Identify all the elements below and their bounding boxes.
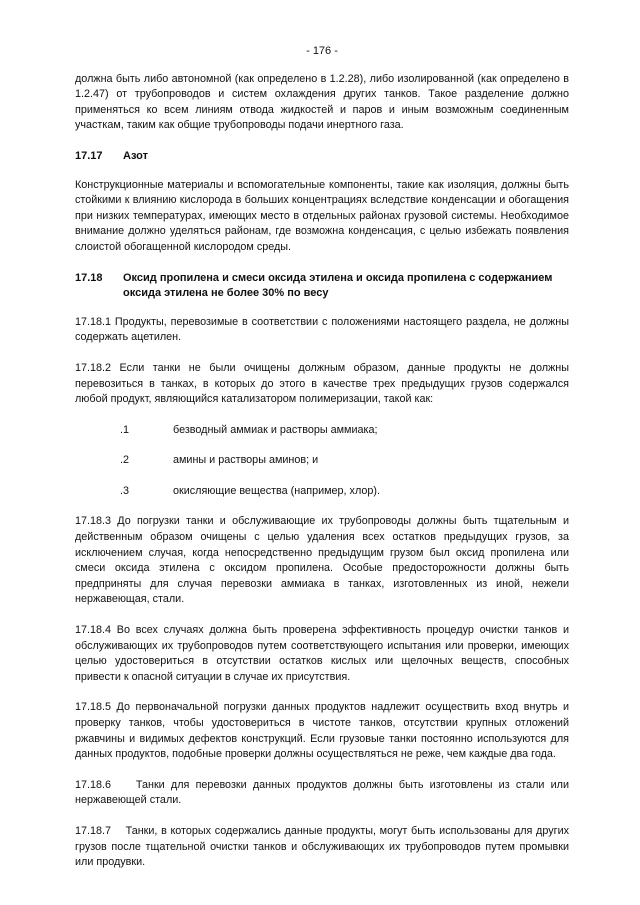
paragraph-17-18-2: 17.18.2 Если танки не были очищены должным образом, данные продукты не должны перевозиться в танках, в которых до этого в качестве трех предыдущих грузов содержался любой продукт, являющийся катализатором полимеризации, такой как: <box>75 361 569 406</box>
paragraph-17-18-7: 17.18.7 Танки, в которых содержались данные продукты, могут быть использованы для других грузов после тщательной очистки танков и обслуживающих их трубопроводов путем промывки или продувки. <box>75 824 572 869</box>
section-title: Азот <box>123 149 148 162</box>
paragraph-17-18-3: 17.18.3 До погрузки танки и обслуживающие их трубопроводы должны быть тщательным и действенным образом очищены с целью удаления всех остатков предыдущих грузов, за исключением случая, когда непосредственно предыдущим грузом был оксид пропилена или смеси оксида этилена с оксидом пропилена. Особые предосторожности должны быть предприняты для случая перевозки аммиака в танках, изготовленных из иной, нежели нержавеющая, стали. <box>75 515 569 606</box>
list-item-number: .3 <box>120 484 130 497</box>
paragraph-17-18-4: 17.18.4 Во всех случаях должна быть проверена эффективность процедур очистки танков и обслуживающих их трубопроводов путем соответствующего испытания или проверки, имеющих целью удостовериться в отсутствии остатков кислых или щелочных веществ, способных привести к опасной ситуации в случае их присутствия. <box>75 624 569 683</box>
list-item-text: безводный аммиак и растворы аммиака; <box>173 423 378 436</box>
page-number: - 176 - <box>306 45 338 57</box>
list-item-number: .1 <box>120 423 130 436</box>
section-17-18-heading <box>75 271 569 302</box>
list-item <box>75 484 569 500</box>
section-title: Оксид пропилена и смеси оксида этилена и оксида пропилена с содержанием оксида этилена не более 30% по весу <box>123 271 553 300</box>
list-item-number: .2 <box>120 454 130 467</box>
paragraph-17-18-1: 17.18.1 Продукты, перевозимые в соответствии с положениями настоящего раздела, не должны содержать ацетилен. <box>75 315 569 344</box>
list-item-text: амины и растворы аминов; и <box>173 454 319 467</box>
section-17-17-text: Конструкционные материалы и вспомогательные компоненты, такие как изоляция, должны быть стойкими к влиянию кислорода в больших концентрациях вследствие конденсации и обогащения при низких температурах, имеющих место в отдельных районах грузовой системы. Необходимое внимание должно уделяться районам, где возможна конденсация, с целью избежать появления слоистой обогащенной кислородом среды. <box>75 178 569 253</box>
list-item <box>75 453 569 469</box>
section-17-17-heading <box>75 149 569 165</box>
list-item <box>75 423 569 439</box>
section-number: 17.17 <box>75 149 103 162</box>
paragraph-17-18-6: 17.18.6 Танки для перевозки данных продуктов должны быть изготовлены из стали или нержавеющей стали. <box>75 778 572 807</box>
list-item-text: окисляющие вещества (например, хлор). <box>173 484 380 497</box>
section-number: 17.18 <box>75 271 103 284</box>
intro-paragraph: должна быть либо автономной (как определено в 1.2.28), либо изолированной (как определено в 1.2.47) от трубопроводов и систем охлаждения других танков. Такое разделение должно применяться ко всем линиям отвода жидкостей и паров и иным возможным соединенным участкам, таким как общие трубопроводы подачи инертного газа. <box>75 72 569 132</box>
document-page <box>75 44 572 886</box>
paragraph-17-18-5: 17.18.5 До первоначальной погрузки данных продуктов надлежит осуществить вход внутрь и проверку танков, чтобы удостовериться в чистоте танков, отсутствии крупных отложений ржавчины и видимых дефектов конструкций. Если грузовые танки постоянно используются для данных продуктов, подобные проверки должны осуществляться не реже, чем каждые два года. <box>75 701 569 761</box>
